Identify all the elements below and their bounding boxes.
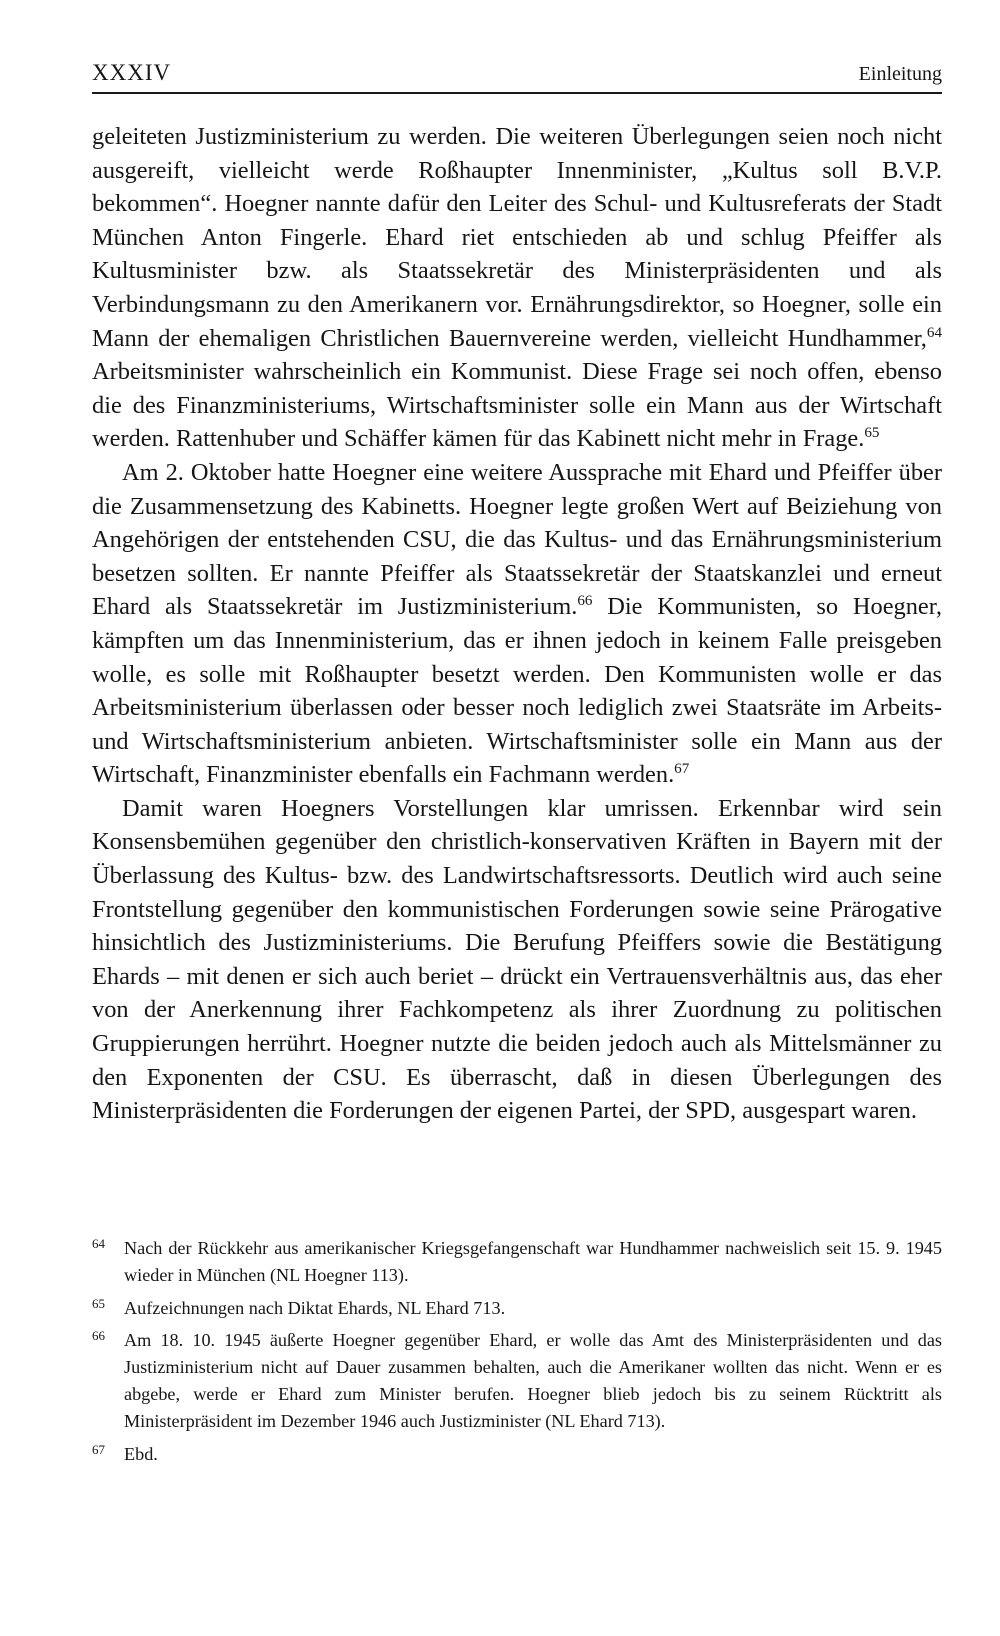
footnote-number: 65 (92, 1295, 105, 1311)
paragraph-2-text-a: Am 2. Oktober hatte Hoegner eine weitere Aussprache mit Ehard und Pfeiffer über die Zusammensetzung des Kabinetts. Hoegner legte großen Wert auf Beiziehung von Angehörigen der entstehenden CSU, die das Kultus- und das Ernährungsministerium besetzen sollten. Er nannte Pfeiffer als Staatssekretär der Staatskanzlei und erneut Ehard als Staatssekretär im Justizministerium. (92, 458, 942, 621)
footnote-67 (92, 1441, 942, 1468)
paragraph-1 (92, 120, 942, 456)
footnote-65 (92, 1295, 942, 1322)
footnote-text: Am 18. 10. 1945 äußerte Hoegner gegenüber Ehard, er wolle das Amt des Ministerpräsidenten und das Justizministerium nicht auf Dauer zusammen behalten, auch die Amerikaner wollten das nicht. Wenn er es abgebe, werde er Ehard zum Minister berufen. Hoegner blieb jedoch bis zu seinem Rücktritt als Ministerpräsident im Dezember 1946 auch Justizminister (NL Ehard 713). (124, 1330, 942, 1431)
footnote-ref-64[interactable]: 64 (926, 324, 942, 341)
paragraph-2-text-b: Die Kommunisten, so Hoegner, kämpften um das Innenministerium, das er ihnen jedoch in keinem Falle preisgeben wolle, es solle mit Roßhaupter besetzt werden. Den Kommunisten wolle er das Arbeitsministerium überlassen oder besser noch lediglich zwei Staatsräte im Arbeits- und Wirtschaftsministerium anbieten. Wirtschaftsminister solle ein Mann aus der Wirtschaft, Finanzminister ebenfalls ein Fachmann werden. (92, 593, 943, 789)
running-title: Einleitung (858, 63, 942, 85)
main-text (92, 120, 942, 1128)
paragraph-1-text-b: Arbeitsminister wahrscheinlich ein Kommunist. Diese Frage sei noch offen, ebenso die des Finanzministeriums, Wirtschaftsminister solle ein Mann aus der Wirtschaft werden. Rattenhuber und Schäffer kämen für das Kabinett nicht mehr in Frage. (92, 358, 942, 453)
footnotes (92, 1235, 942, 1473)
footnote-text: Aufzeichnungen nach Diktat Ehards, NL Ehard 713. (124, 1297, 506, 1318)
footnote-ref-67[interactable]: 67 (674, 761, 690, 778)
page-number: XXXIV (92, 60, 172, 85)
page-header (92, 58, 942, 94)
footnote-number: 66 (92, 1328, 105, 1344)
footnote-ref-66[interactable]: 66 (577, 593, 593, 610)
paragraph-3: Damit waren Hoegners Vorstellungen klar umrissen. Erkennbar wird sein Konsensbemühen gegenüber den christlich-konservativen Kräften in Bayern mit der Überlassung des Kultus- bzw. des Landwirtschaftsressorts. Deutlich wird auch seine Frontstellung gegenüber den kommunistischen Forderungen sowie seine Prärogative hinsichtlich des Justizministeriums. Die Berufung Pfeiffers sowie die Bestätigung Ehards – mit denen er sich auch beriet – drückt ein Vertrauensverhältnis aus, das eher von der Anerkennung ihrer Fachkompetenz als ihrer Zuordnung zu politischen Gruppierungen herrührt. Hoegner nutzte die beiden jedoch auch als Mittelsmänner zu den Exponenten der CSU. Es überrascht, daß in diesen Überlegungen des Ministerpräsidenten die Forderungen der eigenen Partei, der SPD, ausgespart waren. (92, 794, 942, 1125)
footnote-number: 67 (92, 1441, 105, 1457)
footnote-text: Nach der Rückkehr aus amerikanischer Kriegsgefangenschaft war Hundhammer nachweislich seit 15. 9. 1945 wieder in München (NL Hoegner 113). (124, 1238, 942, 1285)
footnote-66 (92, 1327, 942, 1434)
footnote-number: 64 (92, 1236, 105, 1251)
paragraph-1-text-a: geleiteten Justizministerium zu werden. Die weiteren Überlegungen seien noch nicht ausgereift, vielleicht werde Roßhaupter Innenminister, „Kultus soll B.V.P. bekommen“. Hoegner nannte dafür den Leiter des Schul- und Kultusreferats der Stadt München Anton Fingerle. Ehard riet entschieden ab und schlug Pfeiffer als Kultusminister bzw. als Staatssekretär des Ministerpräsidenten und als Verbindungsmann zu den Amerikanern vor. Ernährungsdirektor, so Hoegner, solle ein Mann der ehemaligen Christlichen Bauernvereine werden, vielleicht Hundhammer, (92, 123, 942, 352)
footnote-ref-65[interactable]: 65 (864, 425, 880, 442)
paragraph-2 (92, 456, 942, 792)
footnote-64 (92, 1235, 942, 1289)
footnote-text: Ebd. (124, 1443, 158, 1464)
